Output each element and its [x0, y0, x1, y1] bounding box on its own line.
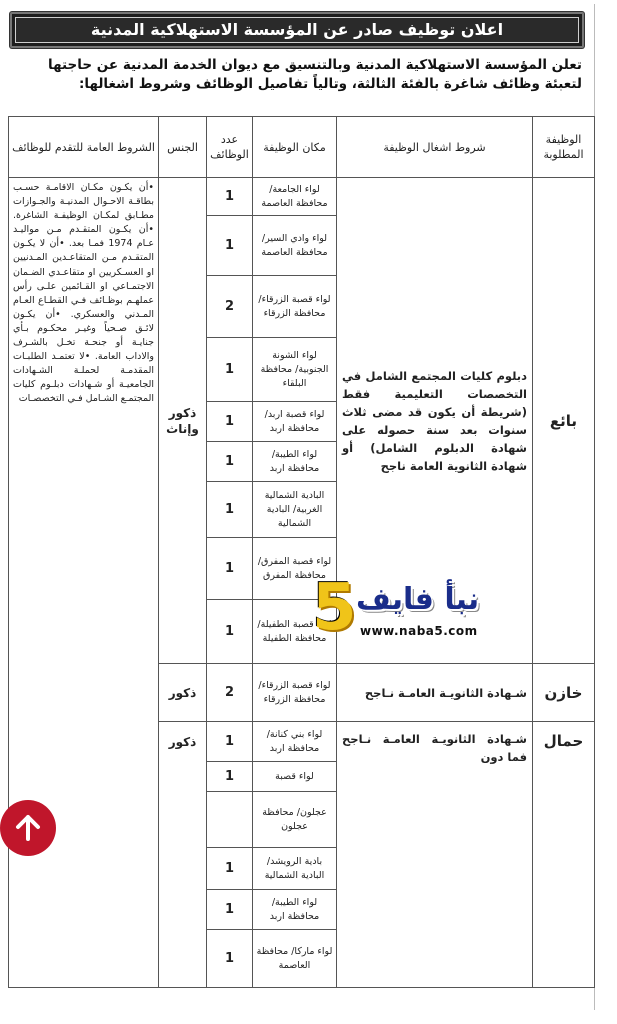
job-count	[207, 792, 253, 848]
job-count: 1	[207, 482, 253, 538]
job-place: لواء الشونة الجنوبية/ محافظة البلقاء	[253, 338, 337, 402]
job-count: 1	[207, 178, 253, 216]
job-count: 1	[207, 930, 253, 988]
watermark-word: نبأ فايف	[356, 582, 480, 617]
job-place: لواء قصبة الزرقاء/ محافظة الزرقاء	[253, 276, 337, 338]
job-conditions-porter: شـهادة الثانويـة العامـة نـاجح فما دون	[337, 722, 533, 988]
job-place: لواء وادي السير/ محافظة العاصمة	[253, 216, 337, 276]
job-gender-seller: ذكور وإناث	[159, 178, 207, 664]
announcement-intro: تعلن المؤسسة الاستهلاكية المدنية وبالتنسيق مع ديوان الخدمة المدنية عن حاجتها لتعبئة وظائف شاغرة بالفئة الثالثة، وتالياً تفاصيل الوظائف وشروط اشغالها:	[48, 57, 582, 92]
job-place: لواء قصبة الزرقاء/ محافظة الزرقاء	[253, 664, 337, 722]
job-place: بادية الرويشد/ البادية الشمالية	[253, 848, 337, 890]
header-conditions: شروط اشغال الوظيفة	[337, 117, 533, 178]
arrow-up-icon	[13, 813, 43, 843]
job-place: لواء قصبة المفرق/ محافظة المفرق	[253, 538, 337, 600]
watermark-digit: 5	[312, 571, 357, 645]
general-conditions: •أن يكـون مكـان الاقامـة حسـب بطاقـة الاحـوال المدنيـة والجـوازات مطـابق لمكـان الوظيفـة الشاغرة. •أن يكـون المتقـدم مـن مواليـد عـام 1974 فمـا بعد. •أن لا يكـون المتقـدم مـن المتقاعـدين المـدنيين او العسـكريين او متقاعـدي الضـمان الاجتمـاعي او القـائمين علـى رأس عملهـم بوظـائف فـي القطـاع العـام المـدني والعسكري. •أن يكـون لائـق صـحياً وغيـر محكـوم بـأي جنايـة أو جنحـة تخـل بالشـرف والاداب العامة. •لا تعتمـد الطلبـات المقدمـة لحملـة الشـهادات الجامعيـة أو شـهادات دبلـوم كليات المجتمـع الشـامل فـي التخصصـات	[9, 178, 159, 988]
header-gender: الجنس	[159, 117, 207, 178]
watermark-logo	[312, 571, 512, 648]
table-header-row	[9, 117, 595, 178]
header-general: الشروط العامة للتقدم للوظائف	[9, 117, 159, 178]
watermark-url: www.naba5.com	[360, 624, 478, 638]
job-title-storekeeper: خازن	[533, 664, 595, 722]
header-count: عدد الوظائف	[207, 117, 253, 178]
job-place: عجلون/ محافظة عجلون	[253, 792, 337, 848]
job-count: 1	[207, 538, 253, 600]
job-place: لواء بني كنانة/ محافظة اربد	[253, 722, 337, 762]
job-count: 2	[207, 664, 253, 722]
job-place: لواء الجامعة/ محافظة العاصمة	[253, 178, 337, 216]
scroll-to-top-button[interactable]	[0, 800, 56, 856]
job-place: لواء قصبة الطفيلة/ محافظة الطفيلة	[253, 600, 337, 664]
job-place: لواء الطيبة/ محافظة اربد	[253, 890, 337, 930]
job-title-seller: بائع	[533, 178, 595, 664]
table-row	[9, 178, 595, 216]
job-place: لواء قصبة	[253, 762, 337, 792]
job-count: 1	[207, 762, 253, 792]
job-count: 2	[207, 276, 253, 338]
job-count: 1	[207, 338, 253, 402]
job-count: 1	[207, 890, 253, 930]
job-place: لواء الطيبة/ محافظة اربد	[253, 442, 337, 482]
job-place: لواء قصبة اربد/ محافظة اربد	[253, 402, 337, 442]
job-conditions-seller: دبلوم كليات المجتمع الشامل في التخصصات التعليمية فقط (شريطة أن يكون قد مضى ثلاث سنوات بعد سنة حصوله على شهادة الدبلوم الشامل) أو شهادة الثانوية العامة ناجح	[337, 178, 533, 664]
job-gender-storekeeper: ذكور	[159, 664, 207, 722]
job-count: 1	[207, 402, 253, 442]
announcement-title-bar	[10, 12, 584, 48]
header-job: الوظيفة المطلوبة	[533, 117, 595, 178]
announcement-title: اعلان توظيف صادر عن المؤسسة الاستهلاكية المدنية	[15, 17, 579, 43]
header-place: مكان الوظيفة	[253, 117, 337, 178]
job-count: 1	[207, 216, 253, 276]
job-count: 1	[207, 722, 253, 762]
jobs-table	[8, 116, 595, 988]
job-gender-porter: ذكور	[159, 722, 207, 988]
job-place: البادية الشمالية الغربية/ البادية الشمالية	[253, 482, 337, 538]
job-place: لواء ماركا/ محافظة العاصمة	[253, 930, 337, 988]
job-count: 1	[207, 848, 253, 890]
job-count: 1	[207, 600, 253, 664]
job-count: 1	[207, 442, 253, 482]
job-conditions-storekeeper: شـهادة الثانويـة العامـة نـاجح	[337, 664, 533, 722]
job-title-porter: حمال	[533, 722, 595, 988]
